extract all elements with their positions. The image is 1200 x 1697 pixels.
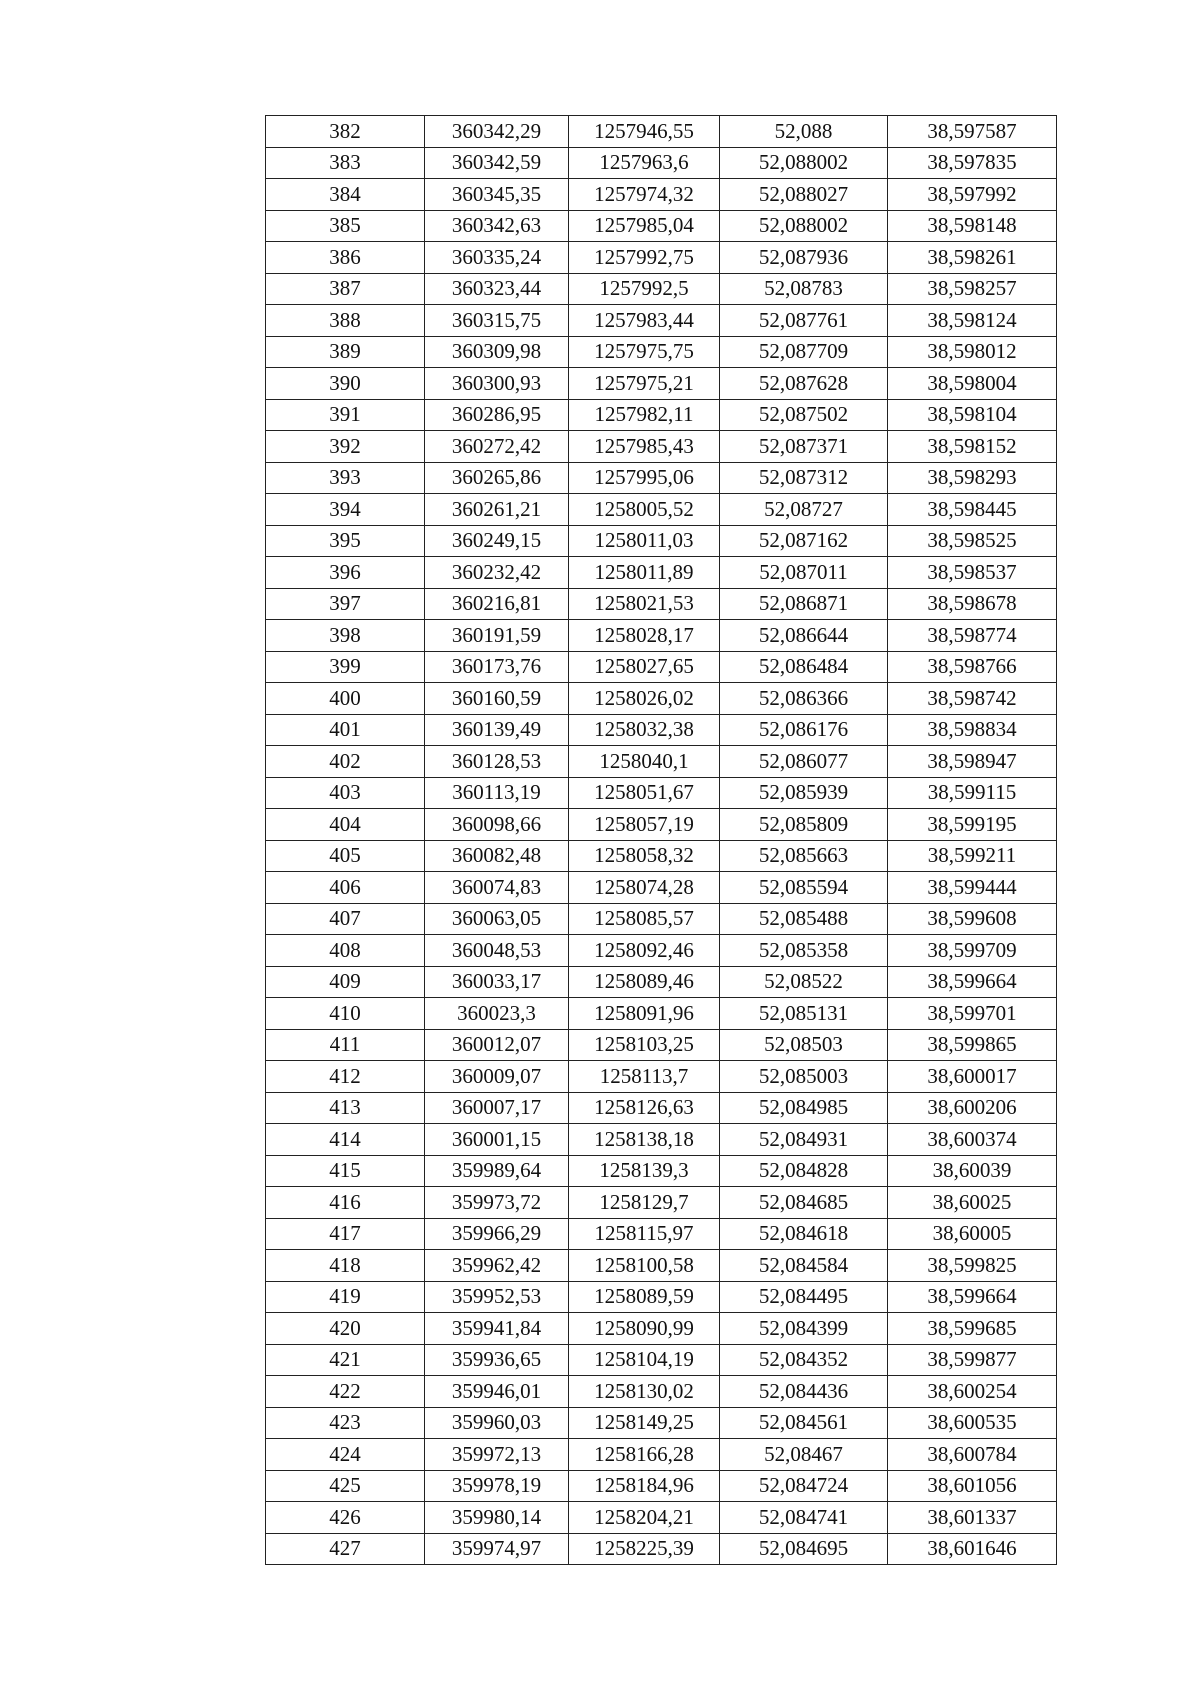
- x-coordinate-cell: 360323,44: [425, 273, 569, 305]
- x-coordinate-cell: 359980,14: [425, 1502, 569, 1534]
- point-number-cell: 394: [266, 494, 425, 526]
- latitude-cell: 52,087628: [720, 368, 888, 400]
- point-number-cell: 392: [266, 431, 425, 463]
- latitude-cell: 52,085003: [720, 1061, 888, 1093]
- point-number-cell: 385: [266, 210, 425, 242]
- x-coordinate-cell: 360249,15: [425, 525, 569, 557]
- longitude-cell: 38,60039: [888, 1155, 1057, 1187]
- latitude-cell: 52,08522: [720, 966, 888, 998]
- latitude-cell: 52,087371: [720, 431, 888, 463]
- table-row: [266, 998, 1057, 1030]
- y-coordinate-cell: 1258089,59: [569, 1281, 720, 1313]
- longitude-cell: 38,598774: [888, 620, 1057, 652]
- table-row: [266, 903, 1057, 935]
- table-row: [266, 1470, 1057, 1502]
- x-coordinate-cell: 360191,59: [425, 620, 569, 652]
- latitude-cell: 52,084695: [720, 1533, 888, 1565]
- table-row: [266, 809, 1057, 841]
- point-number-cell: 395: [266, 525, 425, 557]
- y-coordinate-cell: 1258057,19: [569, 809, 720, 841]
- latitude-cell: 52,087312: [720, 462, 888, 494]
- point-number-cell: 396: [266, 557, 425, 589]
- table-row: [266, 714, 1057, 746]
- x-coordinate-cell: 360074,83: [425, 872, 569, 904]
- x-coordinate-cell: 360160,59: [425, 683, 569, 715]
- table-row: [266, 273, 1057, 305]
- y-coordinate-cell: 1258104,19: [569, 1344, 720, 1376]
- longitude-cell: 38,601056: [888, 1470, 1057, 1502]
- point-number-cell: 388: [266, 305, 425, 337]
- latitude-cell: 52,088002: [720, 210, 888, 242]
- point-number-cell: 419: [266, 1281, 425, 1313]
- longitude-cell: 38,599685: [888, 1313, 1057, 1345]
- longitude-cell: 38,598947: [888, 746, 1057, 778]
- x-coordinate-cell: 360048,53: [425, 935, 569, 967]
- y-coordinate-cell: 1258225,39: [569, 1533, 720, 1565]
- point-number-cell: 426: [266, 1502, 425, 1534]
- latitude-cell: 52,085131: [720, 998, 888, 1030]
- x-coordinate-cell: 360216,81: [425, 588, 569, 620]
- latitude-cell: 52,084985: [720, 1092, 888, 1124]
- x-coordinate-cell: 360315,75: [425, 305, 569, 337]
- y-coordinate-cell: 1258028,17: [569, 620, 720, 652]
- y-coordinate-cell: 1257985,04: [569, 210, 720, 242]
- longitude-cell: 38,599115: [888, 777, 1057, 809]
- x-coordinate-cell: 360335,24: [425, 242, 569, 274]
- x-coordinate-cell: 360139,49: [425, 714, 569, 746]
- point-number-cell: 401: [266, 714, 425, 746]
- x-coordinate-cell: 360001,15: [425, 1124, 569, 1156]
- table-row: [266, 305, 1057, 337]
- x-coordinate-cell: 360012,07: [425, 1029, 569, 1061]
- latitude-cell: 52,085663: [720, 840, 888, 872]
- longitude-cell: 38,598124: [888, 305, 1057, 337]
- latitude-cell: 52,084618: [720, 1218, 888, 1250]
- y-coordinate-cell: 1257983,44: [569, 305, 720, 337]
- table-row: [266, 147, 1057, 179]
- latitude-cell: 52,086366: [720, 683, 888, 715]
- x-coordinate-cell: 360009,07: [425, 1061, 569, 1093]
- table-row: [266, 1155, 1057, 1187]
- latitude-cell: 52,084828: [720, 1155, 888, 1187]
- table-row: [266, 462, 1057, 494]
- latitude-cell: 52,084685: [720, 1187, 888, 1219]
- x-coordinate-cell: 360033,17: [425, 966, 569, 998]
- latitude-cell: 52,08467: [720, 1439, 888, 1471]
- x-coordinate-cell: 360063,05: [425, 903, 569, 935]
- latitude-cell: 52,087936: [720, 242, 888, 274]
- table-row: [266, 1313, 1057, 1345]
- table-row: [266, 1124, 1057, 1156]
- point-number-cell: 406: [266, 872, 425, 904]
- longitude-cell: 38,598104: [888, 399, 1057, 431]
- table-row: [266, 872, 1057, 904]
- point-number-cell: 416: [266, 1187, 425, 1219]
- y-coordinate-cell: 1258204,21: [569, 1502, 720, 1534]
- y-coordinate-cell: 1258091,96: [569, 998, 720, 1030]
- y-coordinate-cell: 1258089,46: [569, 966, 720, 998]
- latitude-cell: 52,084495: [720, 1281, 888, 1313]
- longitude-cell: 38,599825: [888, 1250, 1057, 1282]
- latitude-cell: 52,087162: [720, 525, 888, 557]
- point-number-cell: 398: [266, 620, 425, 652]
- latitude-cell: 52,08783: [720, 273, 888, 305]
- x-coordinate-cell: 359973,72: [425, 1187, 569, 1219]
- point-number-cell: 383: [266, 147, 425, 179]
- table-row: [266, 1281, 1057, 1313]
- y-coordinate-cell: 1258129,7: [569, 1187, 720, 1219]
- longitude-cell: 38,599211: [888, 840, 1057, 872]
- table-row: [266, 179, 1057, 211]
- latitude-cell: 52,085488: [720, 903, 888, 935]
- point-number-cell: 384: [266, 179, 425, 211]
- y-coordinate-cell: 1257975,21: [569, 368, 720, 400]
- point-number-cell: 422: [266, 1376, 425, 1408]
- point-number-cell: 415: [266, 1155, 425, 1187]
- latitude-cell: 52,087502: [720, 399, 888, 431]
- table-row: [266, 242, 1057, 274]
- longitude-cell: 38,600206: [888, 1092, 1057, 1124]
- table-row: [266, 1407, 1057, 1439]
- longitude-cell: 38,600017: [888, 1061, 1057, 1093]
- point-number-cell: 387: [266, 273, 425, 305]
- coordinates-table: [265, 115, 1057, 1565]
- point-number-cell: 404: [266, 809, 425, 841]
- table-row: [266, 1439, 1057, 1471]
- point-number-cell: 417: [266, 1218, 425, 1250]
- y-coordinate-cell: 1258100,58: [569, 1250, 720, 1282]
- y-coordinate-cell: 1258149,25: [569, 1407, 720, 1439]
- table-row: [266, 1187, 1057, 1219]
- point-number-cell: 400: [266, 683, 425, 715]
- table-row: [266, 683, 1057, 715]
- longitude-cell: 38,597835: [888, 147, 1057, 179]
- point-number-cell: 425: [266, 1470, 425, 1502]
- point-number-cell: 424: [266, 1439, 425, 1471]
- latitude-cell: 52,085594: [720, 872, 888, 904]
- table-row: [266, 525, 1057, 557]
- x-coordinate-cell: 359962,42: [425, 1250, 569, 1282]
- latitude-cell: 52,086484: [720, 651, 888, 683]
- longitude-cell: 38,599877: [888, 1344, 1057, 1376]
- x-coordinate-cell: 359936,65: [425, 1344, 569, 1376]
- y-coordinate-cell: 1258090,99: [569, 1313, 720, 1345]
- y-coordinate-cell: 1257992,75: [569, 242, 720, 274]
- y-coordinate-cell: 1258085,57: [569, 903, 720, 935]
- x-coordinate-cell: 360342,63: [425, 210, 569, 242]
- latitude-cell: 52,086176: [720, 714, 888, 746]
- table-row: [266, 1250, 1057, 1282]
- table-row: [266, 620, 1057, 652]
- longitude-cell: 38,598766: [888, 651, 1057, 683]
- y-coordinate-cell: 1258011,89: [569, 557, 720, 589]
- longitude-cell: 38,60025: [888, 1187, 1057, 1219]
- x-coordinate-cell: 360345,35: [425, 179, 569, 211]
- x-coordinate-cell: 359960,03: [425, 1407, 569, 1439]
- point-number-cell: 414: [266, 1124, 425, 1156]
- point-number-cell: 411: [266, 1029, 425, 1061]
- x-coordinate-cell: 359974,97: [425, 1533, 569, 1565]
- table-row: [266, 651, 1057, 683]
- longitude-cell: 38,598445: [888, 494, 1057, 526]
- point-number-cell: 412: [266, 1061, 425, 1093]
- latitude-cell: 52,084352: [720, 1344, 888, 1376]
- table-row: [266, 1092, 1057, 1124]
- y-coordinate-cell: 1257963,6: [569, 147, 720, 179]
- latitude-cell: 52,088002: [720, 147, 888, 179]
- point-number-cell: 391: [266, 399, 425, 431]
- latitude-cell: 52,087709: [720, 336, 888, 368]
- longitude-cell: 38,597587: [888, 116, 1057, 148]
- x-coordinate-cell: 360300,93: [425, 368, 569, 400]
- table-row: [266, 1344, 1057, 1376]
- longitude-cell: 38,598152: [888, 431, 1057, 463]
- point-number-cell: 418: [266, 1250, 425, 1282]
- longitude-cell: 38,60005: [888, 1218, 1057, 1250]
- point-number-cell: 403: [266, 777, 425, 809]
- latitude-cell: 52,088027: [720, 179, 888, 211]
- y-coordinate-cell: 1257995,06: [569, 462, 720, 494]
- x-coordinate-cell: 360082,48: [425, 840, 569, 872]
- table-row: [266, 966, 1057, 998]
- y-coordinate-cell: 1258021,53: [569, 588, 720, 620]
- y-coordinate-cell: 1258005,52: [569, 494, 720, 526]
- longitude-cell: 38,598257: [888, 273, 1057, 305]
- point-number-cell: 408: [266, 935, 425, 967]
- y-coordinate-cell: 1258074,28: [569, 872, 720, 904]
- latitude-cell: 52,084561: [720, 1407, 888, 1439]
- y-coordinate-cell: 1257982,11: [569, 399, 720, 431]
- table-row: [266, 1376, 1057, 1408]
- longitude-cell: 38,599865: [888, 1029, 1057, 1061]
- y-coordinate-cell: 1258139,3: [569, 1155, 720, 1187]
- y-coordinate-cell: 1258126,63: [569, 1092, 720, 1124]
- longitude-cell: 38,600784: [888, 1439, 1057, 1471]
- table-row: [266, 1061, 1057, 1093]
- y-coordinate-cell: 1258184,96: [569, 1470, 720, 1502]
- table-row: [266, 557, 1057, 589]
- longitude-cell: 38,601337: [888, 1502, 1057, 1534]
- point-number-cell: 390: [266, 368, 425, 400]
- longitude-cell: 38,600254: [888, 1376, 1057, 1408]
- longitude-cell: 38,599701: [888, 998, 1057, 1030]
- y-coordinate-cell: 1258026,02: [569, 683, 720, 715]
- y-coordinate-cell: 1257975,75: [569, 336, 720, 368]
- x-coordinate-cell: 360007,17: [425, 1092, 569, 1124]
- x-coordinate-cell: 360342,59: [425, 147, 569, 179]
- table-row: [266, 399, 1057, 431]
- coordinates-table-body: [266, 116, 1057, 1565]
- y-coordinate-cell: 1257985,43: [569, 431, 720, 463]
- longitude-cell: 38,599709: [888, 935, 1057, 967]
- longitude-cell: 38,598525: [888, 525, 1057, 557]
- latitude-cell: 52,08503: [720, 1029, 888, 1061]
- longitude-cell: 38,600535: [888, 1407, 1057, 1439]
- y-coordinate-cell: 1258115,97: [569, 1218, 720, 1250]
- point-number-cell: 397: [266, 588, 425, 620]
- longitude-cell: 38,599195: [888, 809, 1057, 841]
- table-row: [266, 588, 1057, 620]
- latitude-cell: 52,088: [720, 116, 888, 148]
- table-row: [266, 935, 1057, 967]
- table-row: [266, 368, 1057, 400]
- x-coordinate-cell: 360265,86: [425, 462, 569, 494]
- x-coordinate-cell: 359978,19: [425, 1470, 569, 1502]
- point-number-cell: 393: [266, 462, 425, 494]
- latitude-cell: 52,08727: [720, 494, 888, 526]
- latitude-cell: 52,086644: [720, 620, 888, 652]
- x-coordinate-cell: 360232,42: [425, 557, 569, 589]
- x-coordinate-cell: 360261,21: [425, 494, 569, 526]
- longitude-cell: 38,598261: [888, 242, 1057, 274]
- x-coordinate-cell: 360128,53: [425, 746, 569, 778]
- point-number-cell: 421: [266, 1344, 425, 1376]
- point-number-cell: 427: [266, 1533, 425, 1565]
- x-coordinate-cell: 360342,29: [425, 116, 569, 148]
- table-row: [266, 746, 1057, 778]
- point-number-cell: 420: [266, 1313, 425, 1345]
- point-number-cell: 409: [266, 966, 425, 998]
- longitude-cell: 38,599664: [888, 1281, 1057, 1313]
- x-coordinate-cell: 359952,53: [425, 1281, 569, 1313]
- longitude-cell: 38,598537: [888, 557, 1057, 589]
- point-number-cell: 413: [266, 1092, 425, 1124]
- table-row: [266, 210, 1057, 242]
- point-number-cell: 405: [266, 840, 425, 872]
- latitude-cell: 52,085809: [720, 809, 888, 841]
- y-coordinate-cell: 1258103,25: [569, 1029, 720, 1061]
- longitude-cell: 38,597992: [888, 179, 1057, 211]
- y-coordinate-cell: 1258138,18: [569, 1124, 720, 1156]
- latitude-cell: 52,084741: [720, 1502, 888, 1534]
- point-number-cell: 410: [266, 998, 425, 1030]
- latitude-cell: 52,084931: [720, 1124, 888, 1156]
- y-coordinate-cell: 1258032,38: [569, 714, 720, 746]
- latitude-cell: 52,084436: [720, 1376, 888, 1408]
- y-coordinate-cell: 1258051,67: [569, 777, 720, 809]
- latitude-cell: 52,085358: [720, 935, 888, 967]
- point-number-cell: 402: [266, 746, 425, 778]
- longitude-cell: 38,598678: [888, 588, 1057, 620]
- longitude-cell: 38,601646: [888, 1533, 1057, 1565]
- latitude-cell: 52,084584: [720, 1250, 888, 1282]
- table-row: [266, 336, 1057, 368]
- longitude-cell: 38,598293: [888, 462, 1057, 494]
- y-coordinate-cell: 1258113,7: [569, 1061, 720, 1093]
- latitude-cell: 52,087761: [720, 305, 888, 337]
- y-coordinate-cell: 1258040,1: [569, 746, 720, 778]
- table-row: [266, 431, 1057, 463]
- longitude-cell: 38,598742: [888, 683, 1057, 715]
- y-coordinate-cell: 1258092,46: [569, 935, 720, 967]
- longitude-cell: 38,599444: [888, 872, 1057, 904]
- table-row: [266, 116, 1057, 148]
- longitude-cell: 38,599608: [888, 903, 1057, 935]
- x-coordinate-cell: 360173,76: [425, 651, 569, 683]
- longitude-cell: 38,598834: [888, 714, 1057, 746]
- table-row: [266, 1533, 1057, 1565]
- point-number-cell: 382: [266, 116, 425, 148]
- latitude-cell: 52,086871: [720, 588, 888, 620]
- x-coordinate-cell: 360098,66: [425, 809, 569, 841]
- y-coordinate-cell: 1258011,03: [569, 525, 720, 557]
- x-coordinate-cell: 360286,95: [425, 399, 569, 431]
- longitude-cell: 38,598012: [888, 336, 1057, 368]
- table-row: [266, 1502, 1057, 1534]
- table-row: [266, 1218, 1057, 1250]
- y-coordinate-cell: 1258058,32: [569, 840, 720, 872]
- longitude-cell: 38,598148: [888, 210, 1057, 242]
- longitude-cell: 38,600374: [888, 1124, 1057, 1156]
- point-number-cell: 423: [266, 1407, 425, 1439]
- point-number-cell: 399: [266, 651, 425, 683]
- table-row: [266, 840, 1057, 872]
- latitude-cell: 52,084724: [720, 1470, 888, 1502]
- table-row: [266, 777, 1057, 809]
- y-coordinate-cell: 1258027,65: [569, 651, 720, 683]
- latitude-cell: 52,084399: [720, 1313, 888, 1345]
- table-row: [266, 1029, 1057, 1061]
- point-number-cell: 389: [266, 336, 425, 368]
- y-coordinate-cell: 1257992,5: [569, 273, 720, 305]
- x-coordinate-cell: 359946,01: [425, 1376, 569, 1408]
- y-coordinate-cell: 1257946,55: [569, 116, 720, 148]
- y-coordinate-cell: 1258166,28: [569, 1439, 720, 1471]
- latitude-cell: 52,086077: [720, 746, 888, 778]
- x-coordinate-cell: 359972,13: [425, 1439, 569, 1471]
- latitude-cell: 52,087011: [720, 557, 888, 589]
- latitude-cell: 52,085939: [720, 777, 888, 809]
- y-coordinate-cell: 1258130,02: [569, 1376, 720, 1408]
- table-row: [266, 494, 1057, 526]
- x-coordinate-cell: 360023,3: [425, 998, 569, 1030]
- x-coordinate-cell: 359966,29: [425, 1218, 569, 1250]
- x-coordinate-cell: 360309,98: [425, 336, 569, 368]
- longitude-cell: 38,598004: [888, 368, 1057, 400]
- x-coordinate-cell: 360113,19: [425, 777, 569, 809]
- y-coordinate-cell: 1257974,32: [569, 179, 720, 211]
- x-coordinate-cell: 359941,84: [425, 1313, 569, 1345]
- x-coordinate-cell: 360272,42: [425, 431, 569, 463]
- x-coordinate-cell: 359989,64: [425, 1155, 569, 1187]
- longitude-cell: 38,599664: [888, 966, 1057, 998]
- point-number-cell: 386: [266, 242, 425, 274]
- point-number-cell: 407: [266, 903, 425, 935]
